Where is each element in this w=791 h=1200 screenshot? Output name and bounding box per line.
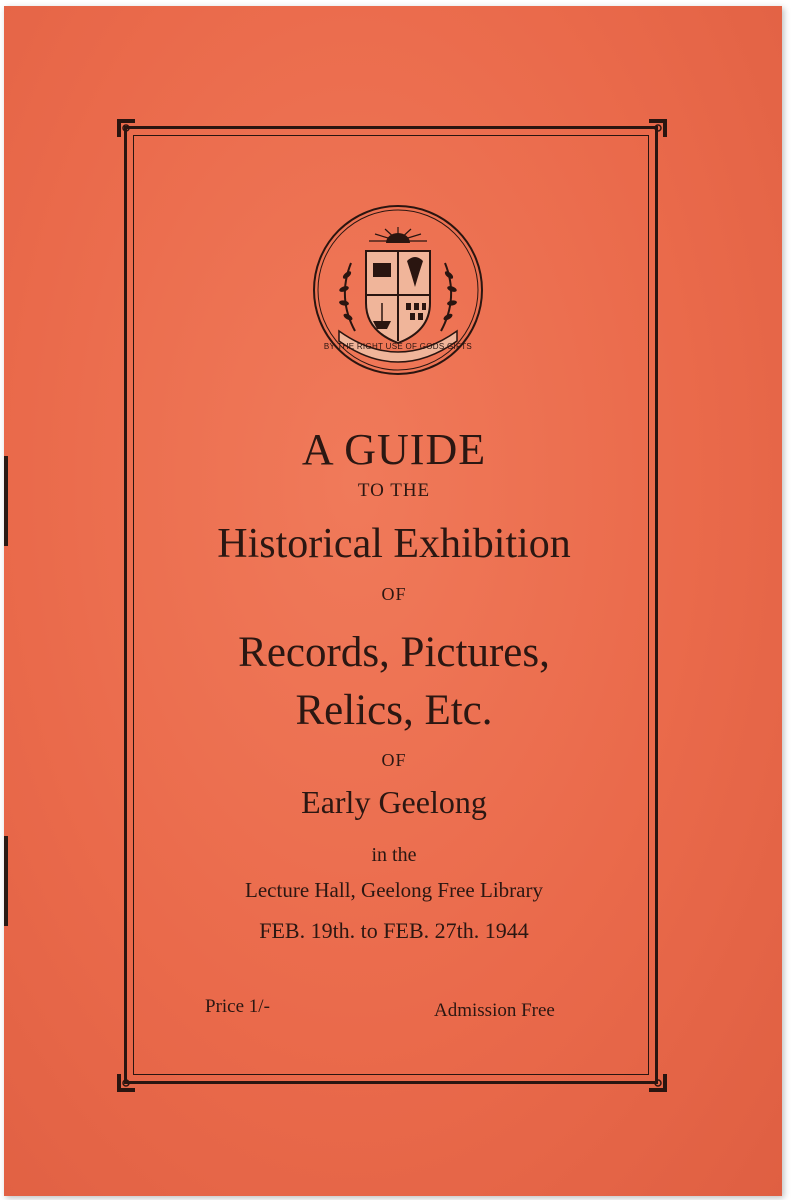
cover-in-the: in the <box>371 844 417 866</box>
cover-dates: FEB. 19th. to FEB. 27th. 1944 <box>259 918 529 943</box>
cover-of-2: OF <box>381 750 407 770</box>
cover-records: Records, Pictures, <box>238 629 550 676</box>
corner-ornament-icon <box>115 1072 137 1094</box>
corner-ornament-icon <box>647 1072 669 1094</box>
staple-mark-bottom <box>4 836 8 926</box>
cover-place: Early Geelong <box>301 784 487 820</box>
cover-price: Price 1/- <box>205 996 270 1017</box>
cover-exhibition: Historical Exhibition <box>217 521 571 567</box>
staple-mark-top <box>4 456 8 546</box>
cover-to-the: TO THE <box>357 480 431 501</box>
corner-ornament-icon <box>115 117 137 139</box>
cover-title: A GUIDE <box>301 425 487 474</box>
cover-admission: Admission Free <box>434 1000 555 1021</box>
booklet-cover <box>4 6 782 1196</box>
cover-relics: Relics, Etc. <box>295 687 493 734</box>
seal-motto: BY THE RIGHT USE OF GODS GIFTS <box>323 342 473 351</box>
corner-ornament-icon <box>647 117 669 139</box>
cover-of-1: OF <box>381 584 407 604</box>
cover-venue: Lecture Hall, Geelong Free Library <box>245 878 543 902</box>
